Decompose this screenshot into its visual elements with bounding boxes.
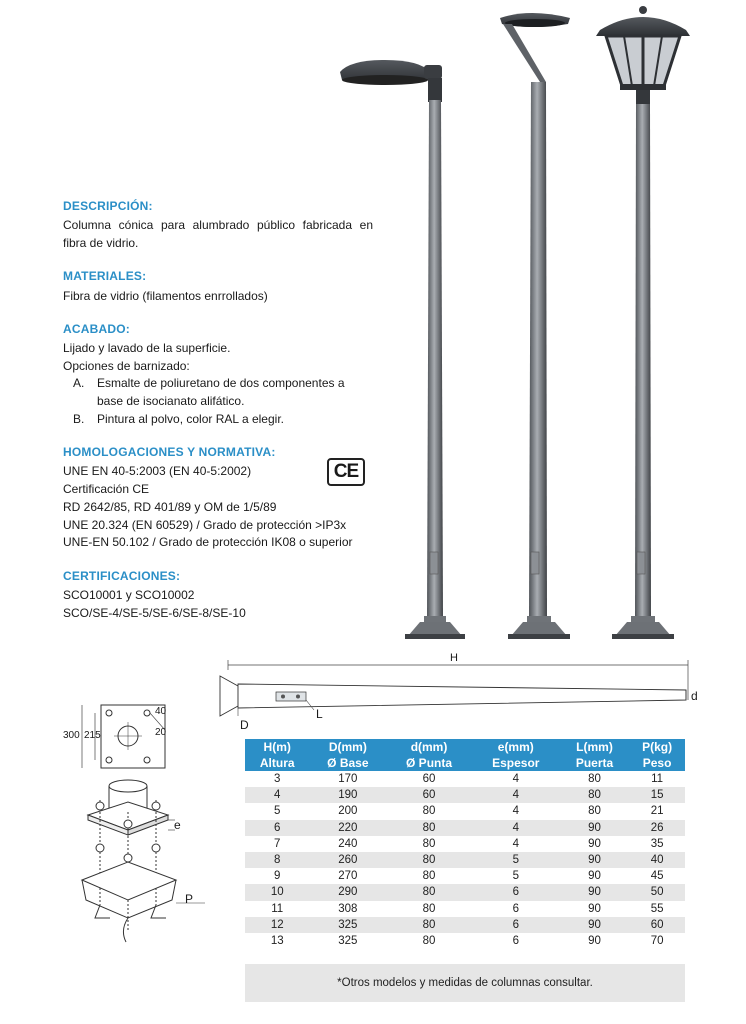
table-row	[245, 868, 685, 884]
table-cell: 4	[472, 771, 560, 787]
pole-3	[596, 6, 690, 639]
table-cell: 40	[629, 852, 685, 868]
table-cell: 240	[309, 836, 386, 852]
homologaciones-line-5: UNE-EN 50.102 / Grado de protección IK08 o superior	[63, 535, 353, 549]
table-row	[245, 836, 685, 852]
table-cell: 60	[386, 771, 472, 787]
lamp-poles-illustration	[330, 5, 710, 645]
table-cell: 5	[472, 868, 560, 884]
table-row	[245, 803, 685, 819]
col-h-subheader: Altura	[245, 755, 309, 771]
table-cell: 90	[560, 836, 629, 852]
table-cell: 55	[629, 901, 685, 917]
label-H: H	[450, 652, 458, 664]
table-cell: 80	[386, 820, 472, 836]
col-P-header: P(kg)	[629, 739, 685, 755]
col-e-header: e(mm)	[472, 739, 560, 755]
table-cell: 13	[245, 933, 309, 949]
homologaciones-line-3: RD 2642/85, RD 401/89 y OM de 1/5/89	[63, 500, 277, 514]
homologaciones-line-2: Certificación CE	[63, 482, 150, 496]
descripcion-text-1: Columna cónica para alumbrado público fabricada en	[63, 218, 373, 232]
specs-table	[245, 739, 685, 949]
table-cell: 3	[245, 771, 309, 787]
table-cell: 15	[629, 787, 685, 803]
descripcion-text-2: fibra de vidrio.	[63, 236, 139, 250]
table-cell: 90	[560, 820, 629, 836]
acabado-option-a-line-1: Esmalte de poliuretano de dos componentes a	[97, 376, 345, 390]
table-cell: 6	[472, 884, 560, 900]
table-row	[245, 901, 685, 917]
pole-1	[340, 60, 465, 639]
ce-mark: CE	[327, 458, 365, 486]
table-row	[245, 933, 685, 949]
table-cell: 80	[386, 884, 472, 900]
table-cell: 5	[472, 852, 560, 868]
pole-2	[500, 13, 570, 639]
col-P-subheader: Peso	[629, 755, 685, 771]
label-215: 215	[84, 730, 101, 741]
col-d-header: d(mm)	[386, 739, 472, 755]
table-cell: 9	[245, 868, 309, 884]
table-cell: 80	[560, 771, 629, 787]
table-cell: 70	[629, 933, 685, 949]
table-cell: 5	[245, 803, 309, 819]
table-cell: 80	[560, 803, 629, 819]
table-cell: 325	[309, 917, 386, 933]
acabado-option-a-marker: A.	[73, 376, 85, 390]
base-plate-diagram	[60, 700, 210, 780]
table-row	[245, 787, 685, 803]
table-cell: 90	[560, 933, 629, 949]
label-300: 300	[63, 730, 80, 741]
table-cell: 90	[560, 917, 629, 933]
label-P: P	[185, 892, 194, 906]
table-cell: 90	[560, 901, 629, 917]
table-cell: 26	[629, 820, 685, 836]
table-cell: 325	[309, 933, 386, 949]
table-cell: 60	[629, 917, 685, 933]
table-note: *Otros modelos y medidas de columnas consultar.	[245, 964, 685, 1002]
table-row	[245, 852, 685, 868]
table-row	[245, 771, 685, 787]
table-cell: 170	[309, 771, 386, 787]
table-cell: 35	[629, 836, 685, 852]
table-row	[245, 884, 685, 900]
table-cell: 80	[386, 836, 472, 852]
table-cell: 4	[472, 803, 560, 819]
col-e-subheader: Espesor	[472, 755, 560, 771]
table-cell: 80	[386, 803, 472, 819]
anchor-assembly-diagram	[60, 772, 210, 947]
certificaciones-line-1: SCO10001 y SCO10002	[63, 588, 195, 602]
table-cell: 80	[386, 901, 472, 917]
table-cell: 45	[629, 868, 685, 884]
table-cell: 90	[560, 868, 629, 884]
col-L-subheader: Puerta	[560, 755, 629, 771]
table-cell: 50	[629, 884, 685, 900]
acabado-option-b-line: Pintura al polvo, color RAL a elegir.	[97, 412, 284, 426]
col-h-header: H(m)	[245, 739, 309, 755]
table-cell: 10	[245, 884, 309, 900]
label-d: d	[691, 689, 698, 703]
table-cell: 80	[386, 917, 472, 933]
certificaciones-line-2: SCO/SE-4/SE-5/SE-6/SE-8/SE-10	[63, 606, 246, 620]
table-row	[245, 820, 685, 836]
col-L-header: L(mm)	[560, 739, 629, 755]
label-40: 40	[155, 706, 167, 717]
col-D-header: D(mm)	[309, 739, 386, 755]
table-cell: 90	[560, 852, 629, 868]
table-cell: 80	[386, 852, 472, 868]
table-cell: 270	[309, 868, 386, 884]
homologaciones-line-4: UNE 20.324 (EN 60529) / Grado de protección >IP3x	[63, 518, 347, 532]
table-cell: 290	[309, 884, 386, 900]
acabado-title: ACABADO:	[63, 322, 130, 336]
table-cell: 11	[245, 901, 309, 917]
table-cell: 200	[309, 803, 386, 819]
table-cell: 220	[309, 820, 386, 836]
table-subheader-row	[245, 755, 685, 771]
homologaciones-title: HOMOLOGACIONES Y NORMATIVA:	[63, 445, 276, 459]
table-cell: 190	[309, 787, 386, 803]
table-cell: 80	[560, 787, 629, 803]
col-D-subheader: Ø Base	[309, 755, 386, 771]
col-d-subheader: Ø Punta	[386, 755, 472, 771]
table-cell: 8	[245, 852, 309, 868]
table-cell: 6	[472, 917, 560, 933]
table-cell: 308	[309, 901, 386, 917]
table-cell: 12	[245, 917, 309, 933]
acabado-text-1: Lijado y lavado de la superficie.	[63, 341, 231, 355]
label-20: 20	[155, 727, 167, 738]
table-cell: 80	[386, 868, 472, 884]
acabado-option-a-line-2: base de isocianato alifático.	[97, 394, 245, 408]
table-cell: 4	[472, 820, 560, 836]
table-cell: 260	[309, 852, 386, 868]
table-row	[245, 917, 685, 933]
table-cell: 90	[560, 884, 629, 900]
certificaciones-title: CERTIFICACIONES:	[63, 569, 181, 583]
acabado-option-b-marker: B.	[73, 412, 85, 426]
table-cell: 4	[472, 836, 560, 852]
table-cell: 4	[245, 787, 309, 803]
homologaciones-line-1: UNE EN 40-5:2003 (EN 40-5:2002)	[63, 464, 252, 478]
table-cell: 6	[472, 901, 560, 917]
acabado-text-2: Opciones de barnizado:	[63, 359, 190, 373]
table-header-row	[245, 739, 685, 755]
table-cell: 6	[245, 820, 309, 836]
table-cell: 6	[472, 933, 560, 949]
label-L: L	[316, 707, 323, 721]
materiales-text: Fibra de vidrio (filamentos enrrollados)	[63, 289, 268, 303]
table-cell: 80	[386, 933, 472, 949]
descripcion-title: DESCRIPCIÓN:	[63, 199, 153, 213]
pole-dimension-drawing	[210, 650, 710, 735]
label-D: D	[240, 718, 249, 732]
table-cell: 60	[386, 787, 472, 803]
table-body	[245, 771, 685, 949]
table-cell: 21	[629, 803, 685, 819]
table-cell: 7	[245, 836, 309, 852]
label-e: e	[174, 818, 181, 832]
table-cell: 4	[472, 787, 560, 803]
table-cell: 11	[629, 771, 685, 787]
materiales-title: MATERIALES:	[63, 269, 147, 283]
